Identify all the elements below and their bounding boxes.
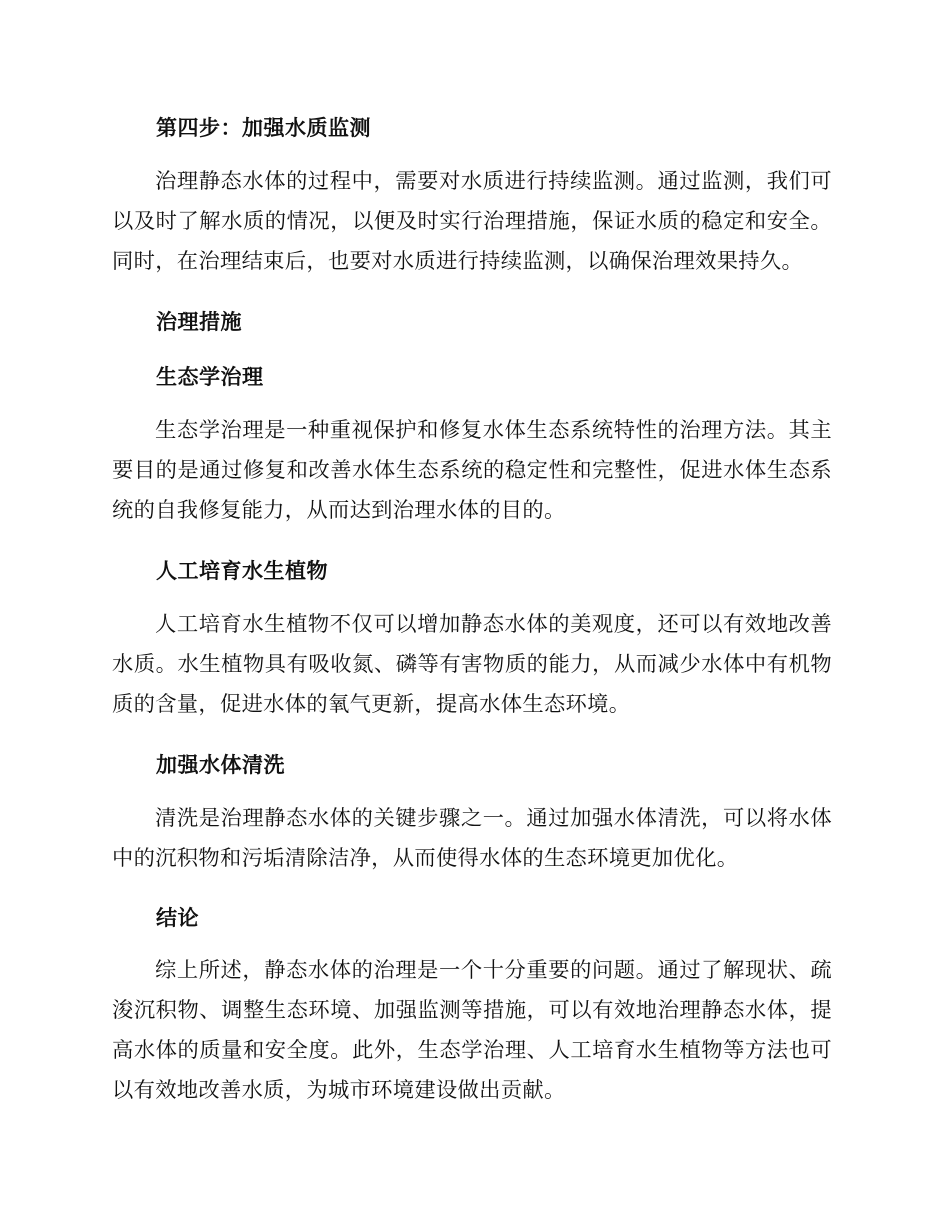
section-heading-aquatic-plants: 人工培育水生植物 [156, 559, 328, 583]
section-heading-conclusion: 结论 [156, 906, 199, 930]
section-heading-ecological: 生态学治理 [156, 365, 264, 389]
section-heading-cleaning: 加强水体清洗 [156, 753, 285, 777]
paragraph-water-monitoring: 治理静态水体的过程中，需要对水质进行持续监测。通过监测，我们可以及时了解水质的情况，以便及时实行治理措施，保证水质的稳定和安全。同时，在治理结束后，也要对水质进行持续监测，以确保治理效果持久。 [112, 169, 832, 274]
paragraph-cleaning: 清洗是治理静态水体的关键步骤之一。通过加强水体清洗，可以将水体中的沉积物和污垢清除洁净，从而使得水体的生态环境更加优化。 [112, 806, 832, 871]
paragraph-aquatic-plants: 人工培育水生植物不仅可以增加静态水体的美观度，还可以有效地改善水质。水生植物具有吸收氮、磷等有害物质的能力，从而减少水体中有机物质的含量，促进水体的氧气更新，提高水体生态环境。 [112, 612, 832, 717]
section-heading-water-monitoring: 第四步：加强水质监测 [156, 116, 371, 140]
paragraph-ecological: 生态学治理是一种重视保护和修复水体生态系统特性的治理方法。其主要目的是通过修复和改善水体生态系统的稳定性和完整性，促进水体生态系统的自我修复能力，从而达到治理水体的目的。 [112, 418, 832, 523]
section-heading-measures: 治理措施 [156, 310, 242, 334]
paragraph-conclusion: 综上所述，静态水体的治理是一个十分重要的问题。通过了解现状、疏浚沉积物、调整生态环境、加强监测等措施，可以有效地治理静态水体，提高水体的质量和安全度。此外，生态学治理、人工培育水生植物等方法也可以有效地改善水质，为城市环境建设做出贡献。 [112, 958, 832, 1103]
